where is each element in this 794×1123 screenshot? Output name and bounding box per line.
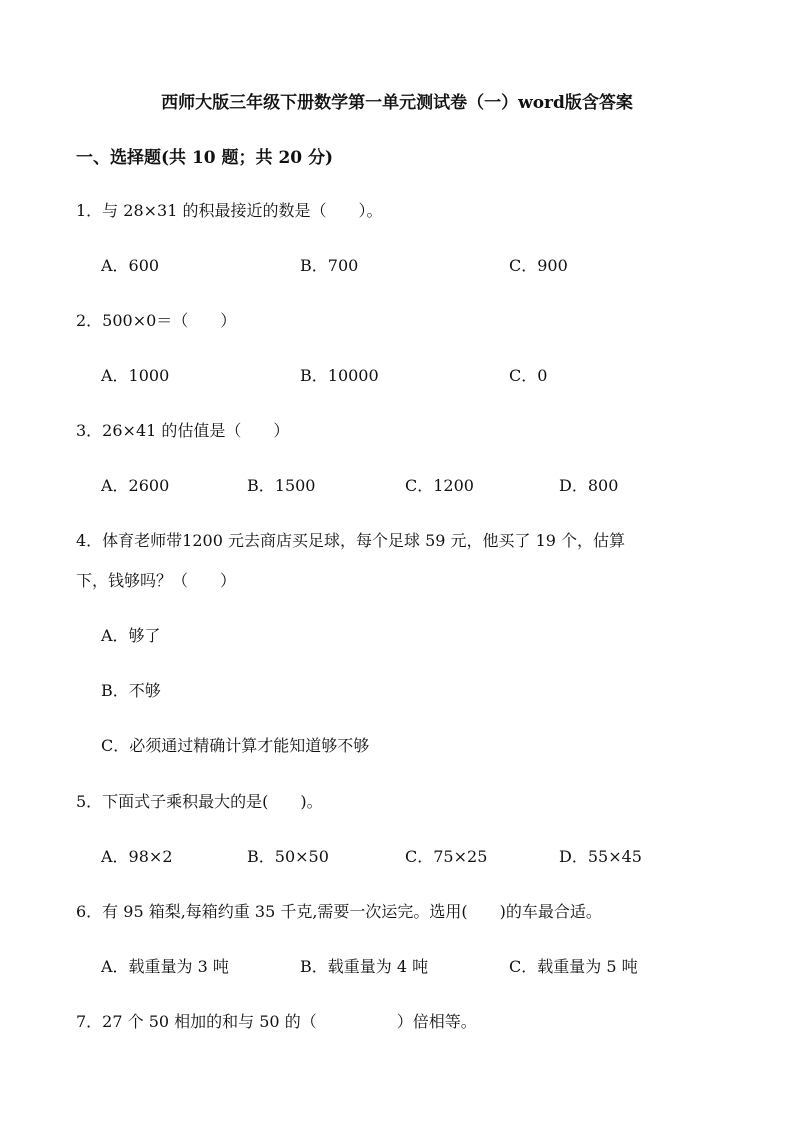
document-title: 西师大版三年级下册数学第一单元测试卷（一）word版含答案 bbox=[161, 93, 633, 113]
q1-option-b: B．700 bbox=[300, 256, 359, 275]
q6-option-c: C．载重量为 5 吨 bbox=[509, 957, 638, 976]
q5-option-b: B．50×50 bbox=[247, 847, 329, 866]
q5-option-d: D．55×45 bbox=[559, 847, 642, 866]
q5-option-c: C．75×25 bbox=[405, 847, 488, 866]
question-3: 3．26×41 的估值是（ ） bbox=[76, 421, 290, 440]
q1-option-a: A．600 bbox=[101, 256, 160, 275]
q3-option-b: B．1500 bbox=[247, 476, 316, 495]
question-5: 5．下面式子乘积最大的是( )。 bbox=[76, 792, 323, 811]
q1-option-c: C．900 bbox=[509, 256, 568, 275]
q4-option-a: A．够了 bbox=[101, 626, 161, 645]
question-4-line1: 4．体育老师带1200 元去商店买足球，每个足球 59 元，他买了 19 个，估算 bbox=[76, 531, 626, 550]
q5-option-a: A．98×2 bbox=[101, 847, 173, 866]
q3-option-a: A．2600 bbox=[101, 476, 170, 495]
question-7: 7．27 个 50 相加的和与 50 的（ ）倍相等。 bbox=[76, 1012, 477, 1031]
q4-option-c: C．必须通过精确计算才能知道够不够 bbox=[101, 736, 370, 755]
q2-option-c: C．0 bbox=[509, 366, 548, 385]
q3-option-c: C．1200 bbox=[405, 476, 474, 495]
q4-option-b: B．不够 bbox=[101, 681, 161, 700]
section-heading: 一、选择题(共 10 题；共 20 分) bbox=[76, 148, 334, 168]
q2-option-b: B．10000 bbox=[300, 366, 379, 385]
q6-option-b: B．载重量为 4 吨 bbox=[300, 957, 429, 976]
q3-option-d: D．800 bbox=[559, 476, 619, 495]
question-4-line2: 下，钱够吗？（ ） bbox=[76, 571, 237, 590]
question-6: 6．有 95 箱梨,每箱约重 35 千克,需要一次运完。选用( )的车最合适。 bbox=[76, 902, 602, 921]
q6-option-a: A．载重量为 3 吨 bbox=[101, 957, 229, 976]
q2-option-a: A．1000 bbox=[101, 366, 170, 385]
question-2: 2．500×0＝（ ） bbox=[76, 311, 237, 330]
question-1: 1．与 28×31 的积最接近的数是（ ）。 bbox=[76, 201, 383, 220]
